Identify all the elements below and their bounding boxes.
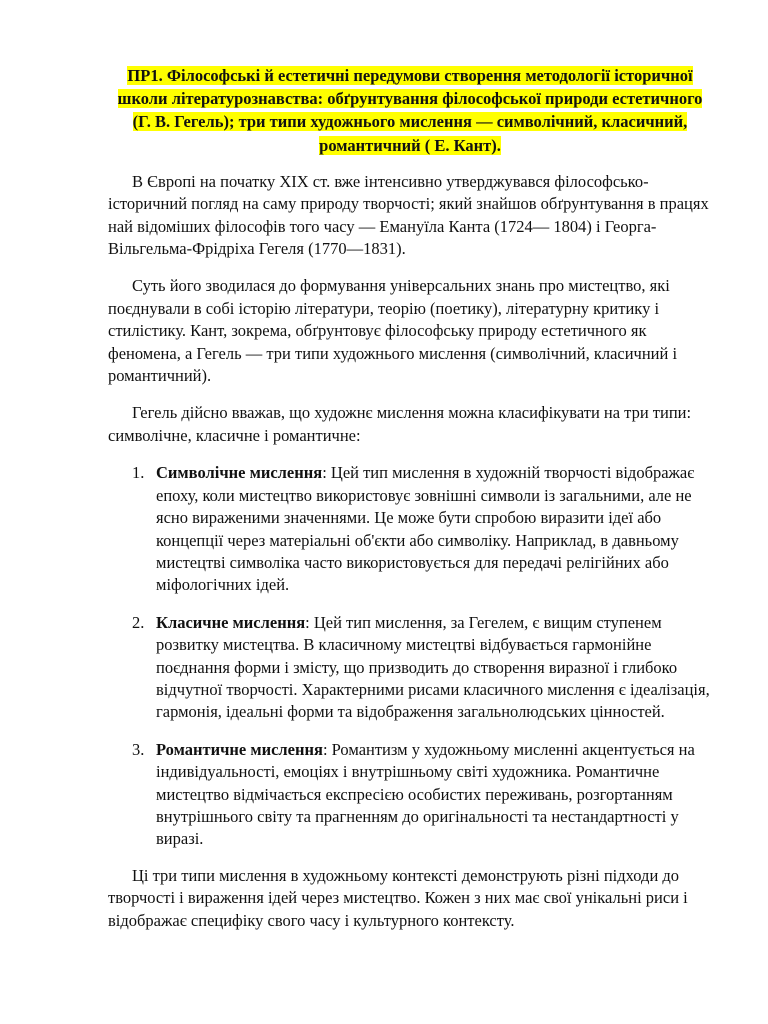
- list-item-text: : Цей тип мислення, за Гегелем, є вищим ступенем розвитку мистецтва. В класичному мистецтві відбувається гармонійне поєднання форми і змісту, що призводить до створення виразної і глибоко відчутної творчості. Характерними рисами класичного мислення є ідеалізація, гармонія, ідеальні форми та відображення загальнолюдських цінностей.: [156, 612, 710, 722]
- list-item-text: : Цей тип мислення в художній творчості відображає епоху, коли мистецтво використовує зовнішні символи із загальними, але не ясно вираженими значеннями. Це може бути спробою виразити ідеї або концепції через матеріальні об'єкти або символіку. Наприклад, в давньому мистецтві символіка часто використовується для передачі релігійних або міфологічних ідей.: [156, 463, 695, 595]
- paragraph-essence: Суть його зводилася до формування універсальних знань про мистецтво, які поєднували в собі історію літератури, теорію (поетику), літературну критику і стилістику. Кант, зокрема, обґрунтовує філософську природу естетичного як феномена, а Гегель — три типи художнього мислення (символічний, класичний і романтичний).: [108, 276, 678, 386]
- document-heading: [108, 64, 712, 157]
- list-item-romantic: [108, 739, 712, 851]
- list-item-text: : Романтизм у художньому мисленні акцентується на індивідуальності, емоціях і внутрішньому світі художника. Романтичне мистецтво відмічається експресією особистих переживань, розгортанням внутрішнього світу та прагненням до оригінальності та нестандартності у виразі.: [156, 739, 695, 849]
- paragraph-intro: В Європі на початку ХІХ ст. вже інтенсивно утверджувався філософсько-історичний погляд на саму природу творчості; який знайшов обґрунтування в працях най відоміших філософів того часу — Емануїла Канта (1724— 1804) і Георга-Вільгельма-Фрідріха Гегеля (1770—1831).: [108, 171, 709, 259]
- document-page: [108, 64, 712, 932]
- list-item-term: Класичне мислення: [156, 612, 306, 632]
- heading-highlight: ПР1. Філософські й естетичні передумови створення методології історичної школи літературознавства: обґрунтування філософської природи естетичного (Г. В. Гегель); три типи художнього мислення — символічний, класичний, романтичний ( Е. Кант).: [117, 66, 703, 155]
- list-item-number: 3.: [132, 739, 145, 759]
- list-item-term: Романтичне мислення: [156, 739, 323, 759]
- list-item-symbolic: [108, 462, 712, 596]
- list-item-classical: [108, 612, 712, 724]
- list-item-number: 2.: [132, 612, 145, 632]
- list-item-number: 1.: [132, 463, 145, 483]
- list-item-term: Символічне мислення: [156, 463, 323, 483]
- paragraph-conclusion: Ці три типи мислення в художньому контексті демонструють різні підходи до творчості і вираження ідей через мистецтво. Кожен з них має свої унікальні риси і відображає специфіку свого часу і культурного контексту.: [108, 865, 688, 930]
- thinking-types-list: [108, 462, 712, 851]
- paragraph-hegel-types: Гегель дійсно вважав, що художнє мислення можна класифікувати на три типи: символічне, класичне і романтичне:: [108, 403, 692, 445]
